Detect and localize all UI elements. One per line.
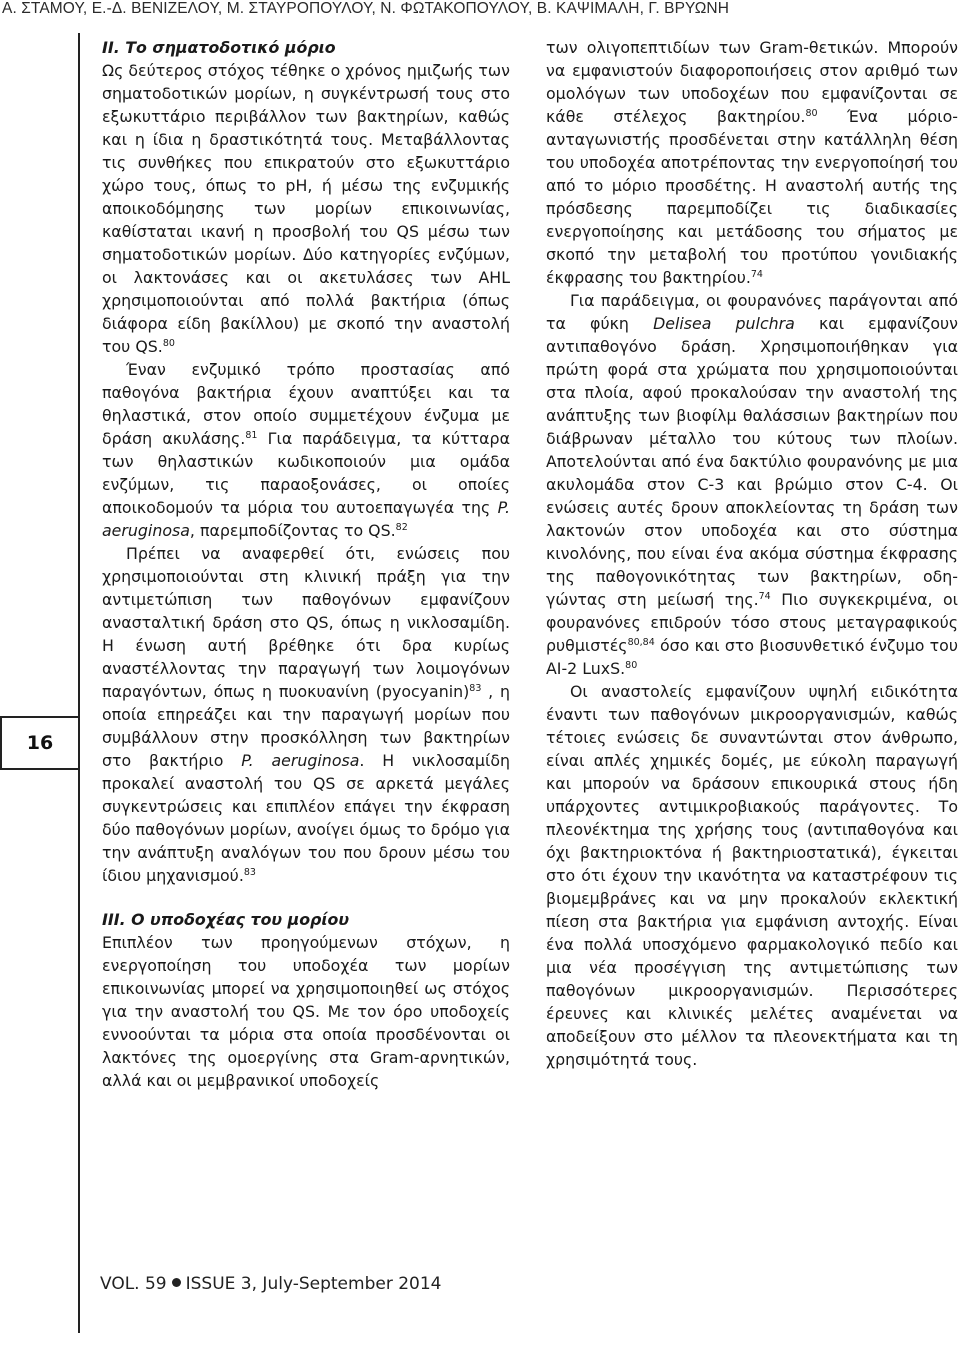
section-heading-iii: ΙΙΙ. Ο υποδοχέας του μορίου (102, 910, 350, 929)
page-number: 16 (0, 716, 78, 770)
citation: 74 (750, 269, 763, 280)
footer-volume: VOL. 59 (100, 1274, 167, 1294)
paragraph: των ολιγοπεπτιδίων των Gram-θετικών. Μπορούν να εμφανιστούν διαφοροποιήσεις στον αριθμό των ομολόγων των υποδοχέων που εμφανίζονται σε κάθε στέλεχος βακτηρίου.$^{80}$ Ένα μόριο-ανταγωνιστής προσδένεται στην κατάλληλη θέση του υποδοχέα αποτρέποντας την ενεργοποίησή του από το μόριο προσδέτης. Η αναστολή αυτής της πρόσδεσης παρεμποδίζει τις διαδικασίες ενεργοποίησης και μετάδοσης του σήματος με σκοπό την μεταβολή του προτύπου γονιδιακής έκφρασης του βακτηρίου.$^{74}$ (546, 38, 958, 287)
right-column (546, 36, 958, 1071)
footer-issue: ISSUE 3, July-September 2014 (185, 1274, 442, 1294)
citation: 81 (245, 430, 258, 441)
paragraph: Έναν ενζυμικό τρόπο προστασίας από παθογόνα βακτήρια έχουν αναπτύξει και τα θηλαστικά, στον οποίο συμμετέχουν ένζυμα με δράση ακυλάσης.$^{81}$ Για παράδειγμα, τα κύτταρα των θηλαστικών κωδικοποιούν μια ομάδα ενζύμων, τις παραοξονάσες, οι οποίες αποικοδομούν τα μόρια του αυτοεπαγωγέα της P. aeruginosa, παρεμποδίζοντας το QS.$^{82}$ (102, 360, 510, 540)
paragraph: Πρέπει να αναφερθεί ότι, ενώσεις που χρησιμοποιούνται στη κλινική πράξη για την αντιμετώπιση των παθογόνων εμφανίζουν ανασταλτική δράση στο QS, όπως η νικλοσαμίδη. Η ένωση αυτή βρέθηκε ότι δρα κυρίως αναστέλλοντας την παραγωγή των λοιμογόνων παραγόντων, όπως η πυοκυανίνη (pyocyanin)$^{83}$ , η οποία επηρεάζει και την παραγωγή μορίων που συμβάλλουν στην προσκόλληση των βακτηρίων στο βακτήριο P. aeruginosa. Η νικλοσαμίδη προκαλεί αναστολή του QS σε αρκετά μεγάλες συγκεντρώσεις και επιπλέον επάγει την έκφραση δύο παθογόνων μορίων, ανοίγει όμως το δρόμο για την ανάπτυξη αναλόγων του που δρουν μέσω του ίδιου μηχανισμού.$^{83}$ (102, 544, 510, 885)
citation: 80 (162, 338, 175, 349)
paragraph: Ως δεύτερος στόχος τέθηκε ο χρόνος ημιζωής των σηματοδοτικών μορίων, η συγκέντρωσή τους στο εξωκυττάριο περιβάλλον των βακτηρίων, καθώς και η ίδια η δραστικότητά τους. Μεταβάλλοντας τις συνθήκες που επικρατούν στο εξωκυττάριο χώρο τους, όπως το pH, ή μέσω της ενζυμικής αποικοδόμησης των μορίων επικοινωνίας, καθίσταται ικανή η προσβολή του QS μέσω των σηματοδοτικών μορίων. Δύο κατηγορίες ενζύμων, οι λακτονάσες και οι ακετυλάσες των AHL χρησιμοποιούνται από πολλά βακτήρια (όπως διάφορα είδη βακίλλου) με σκοπό την αναστολή του QS.$^{80}$ (102, 61, 510, 356)
citation: 82 (395, 522, 408, 533)
margin-rule (78, 33, 80, 1333)
citation: 80 (625, 660, 638, 671)
section-heading-ii: ΙΙ. Το σηματοδοτικό μόριο (102, 38, 336, 57)
paragraph: Επιπλέον των προηγούμενων στόχων, η ενεργοποίηση του υποδοχέα των μορίων επικοινωνίας μπορεί να χρησιμοποιηθεί ως στόχος για την αναστολή του QS. Με τον όρο υποδοχείς εννοούνται τα μόρια στα οποία προσδένονται οι λακτόνες της ομοεργίνης στα Gram-αρνητικών, αλλά και οι μεμβρανικοί υποδοχείς (102, 933, 510, 1090)
left-column (102, 36, 510, 1092)
running-header-authors: Α. ΣΤΑΜΟΥ, Ε.-Δ. ΒΕΝΙΖΕΛΟΥ, Μ. ΣΤΑΥΡΟΠΟΥΛΟΥ, Ν. ΦΩΤΑΚΟΠΟΥΛΟΥ, Β. ΚΑΨΙΜΑΛΗ, Γ. ΒΡΥΩΝΗ (2, 0, 729, 17)
citation: 83 (469, 683, 482, 694)
footer-journal-info (100, 1274, 441, 1294)
bullet-separator-icon (172, 1278, 181, 1287)
paragraph: Οι αναστολείς εμφανίζουν υψηλή ειδικότητα έναντι των παθογόνων μικροοργανισμών, καθώς τέτοιες ενώσεις δε συναντώνται στον άνθρωπο, είναι απλές χημικές δομές, με εύκολη παραγωγή και μπορούν να δράσουν επικουρικά στους ήδη υπάρχοντες αντιμικροβιακούς παράγοντες. Το πλεονέκτημα της χρήσης τους (αντιπαθογόνα και όχι βακτηριοκτόνα ή βακτηριοστατικά), έγκειται στο ότι έχουν την ικανότητα να καταστρέφουν τις βιομεμβράνες και να μην προκαλούν εκλεκτική πίεση στα βακτήρια για εμφάνιση αντοχής. Είναι ένα πολλά υποσχόμενο φαρμακολογικό πεδίο και μια νέα προσέγγιση της αντιμετώπισης των παθογόνων μικροοργανισμών. Περισσότερες έρευνες και κλινικές μελέτες αναμένεται να αποδείξουν στο μέλλον τα πλεονεκτήματα και τη χρησιμότητά τους. (546, 682, 958, 1069)
citation: 83 (243, 867, 256, 878)
citation: 74 (758, 591, 771, 602)
paragraph: Για παράδειγμα, οι φουρανόνες παράγονται από τα φύκη Delisea pulchra και εμφανίζουν αντιπαθογόνο δράση. Χρησιμοποιήθηκαν για πρώτη φορά στα χρώματα που χρησιμοποιούνται στα πλοία, αφού προκαλούσαν την αναστολή της ανάπτυξης των βιοφίλμ θαλάσσιων βακτηρίων που διάβρωναν μέταλλο του κύτους των πλοίων. Αποτελούνται από ένα δακτύλιο φουρανόνης με μια ακυλομάδα στον C-3 και βρώμιο στον C-4. Οι ενώσεις αυτές δρουν αποκλείοντας τη δράση των λακτονών στον υποδοχέα και στο σύστημα κινολόνης, που είναι ένα ακόμα σύστημα έκφρασης της παθογονικότητας των βακτηρίων, οδη- γώντας στη μείωσή της.$^{74}$ Πιο συγκεκριμένα, οι φουρανόνες επιδρούν τόσο στους μεταγραφικούς ρυθμιστές$^{80,84}$ όσο και στο βιοσυνθετικό ένζυμο του AI-2 LuxS.$^{80}$ (546, 291, 959, 678)
citation: 80 (805, 108, 818, 119)
citation: 80,84 (627, 637, 655, 648)
